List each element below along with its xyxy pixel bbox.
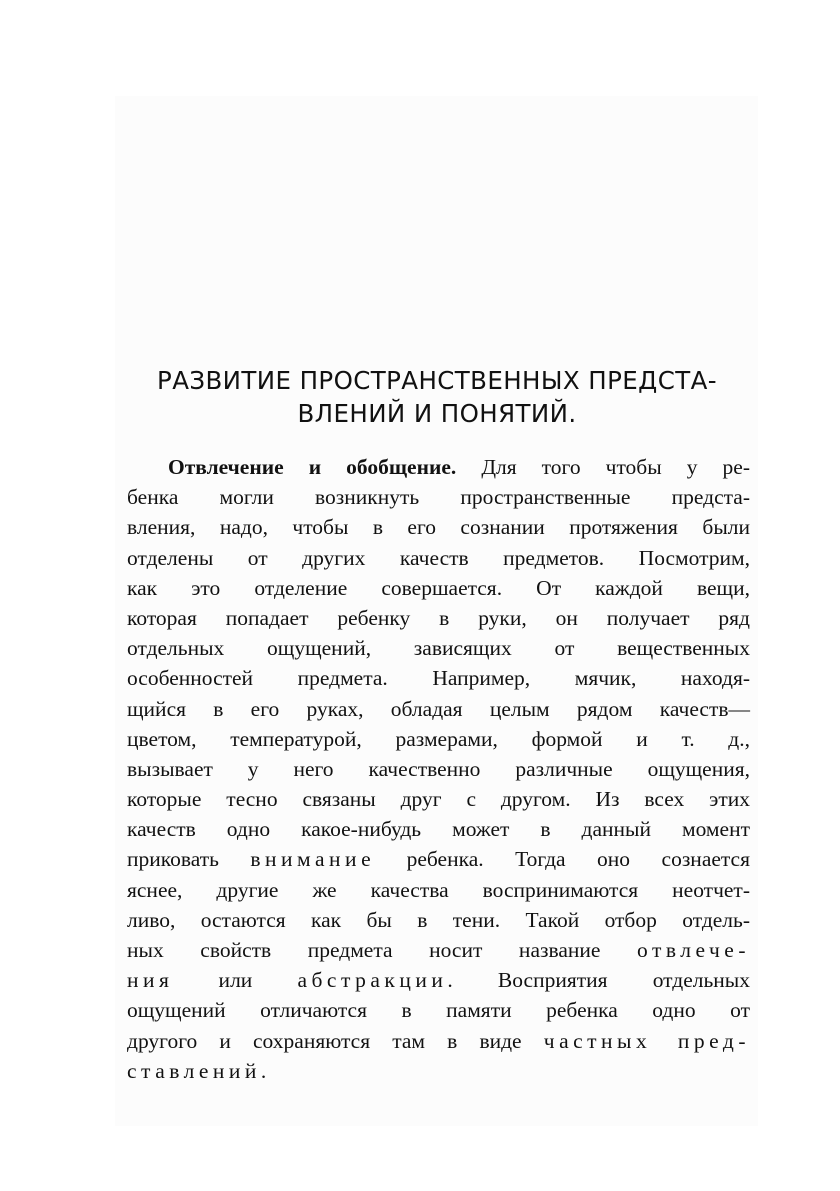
text-fragment: ных свойств предмета носит название bbox=[127, 938, 638, 962]
text-line: бенка могли возникнуть пространственные предста- bbox=[127, 485, 750, 510]
chapter-title-line: ВЛЕНИЙ И ПОНЯТИЙ. bbox=[297, 399, 577, 428]
text-fragment: . Восприятия отдельных bbox=[447, 968, 750, 993]
spaced-emphasis: внимание bbox=[250, 847, 376, 872]
spaced-emphasis: частных пред- bbox=[543, 1028, 751, 1053]
text-line: отдельных ощущений, зависящих от вещественных bbox=[127, 636, 750, 661]
spaced-emphasis: ния bbox=[127, 968, 174, 993]
text-line: особенностей предмета. Например, мячик, находя- bbox=[127, 666, 750, 691]
text-fragment: или bbox=[173, 968, 298, 993]
text-line bbox=[127, 965, 750, 995]
text-line bbox=[127, 935, 750, 965]
text-line bbox=[127, 452, 750, 482]
text-line: цветом, температурой, размерами, формой и т. д., bbox=[127, 726, 750, 751]
text-line: щийся в его руках, обладая целым рядом качеств— bbox=[127, 696, 750, 721]
text-fragment: . bbox=[260, 1058, 267, 1083]
chapter-title bbox=[126, 364, 748, 430]
text-line bbox=[127, 844, 750, 874]
text-line: которая попадает ребенку в руки, он получает ряд bbox=[127, 605, 750, 630]
text-line: ливо, остаются как бы в тени. Такой отбор отдель- bbox=[127, 907, 750, 932]
text-line: отделены от других качеств предметов. Посмотрим, bbox=[127, 545, 750, 570]
text-fragment: другого и сохраняются там в виде bbox=[127, 1028, 544, 1053]
spaced-emphasis: абстракции bbox=[297, 968, 448, 993]
text-line: как это отделение совершается. От каждой вещи, bbox=[127, 575, 750, 600]
run-in-heading: Отвлечение и обобщение. bbox=[168, 455, 457, 479]
text-line: качеств одно какое-нибудь может в данный момент bbox=[127, 817, 750, 842]
text-line bbox=[127, 1026, 750, 1056]
text-fragment: ребенка. Тогда оно сознается bbox=[375, 847, 750, 872]
text-line: вления, надо, чтобы в его сознании протяжения были bbox=[127, 515, 750, 540]
text-line: ощущений отличаются в памяти ребенка одно от bbox=[127, 998, 750, 1023]
body-paragraph bbox=[127, 452, 750, 1086]
spaced-emphasis: ставлений bbox=[127, 1058, 261, 1083]
text-line: которые тесно связаны друг с другом. Из всех этих bbox=[127, 787, 750, 812]
text-line bbox=[127, 1056, 750, 1086]
chapter-title-line: РАЗВИТИЕ ПРОСТРАНСТВЕННЫХ ПРЕДСТА- bbox=[157, 366, 717, 395]
text-fragment: приковать bbox=[127, 847, 251, 872]
text-line: вызывает у него качественно различные ощущения, bbox=[127, 756, 750, 781]
text-fragment: Для того чтобы у ре- bbox=[481, 455, 750, 479]
text-line: яснее, другие же качества воспринимаются неотчет- bbox=[127, 877, 750, 902]
spaced-emphasis: отвлече- bbox=[637, 938, 750, 962]
